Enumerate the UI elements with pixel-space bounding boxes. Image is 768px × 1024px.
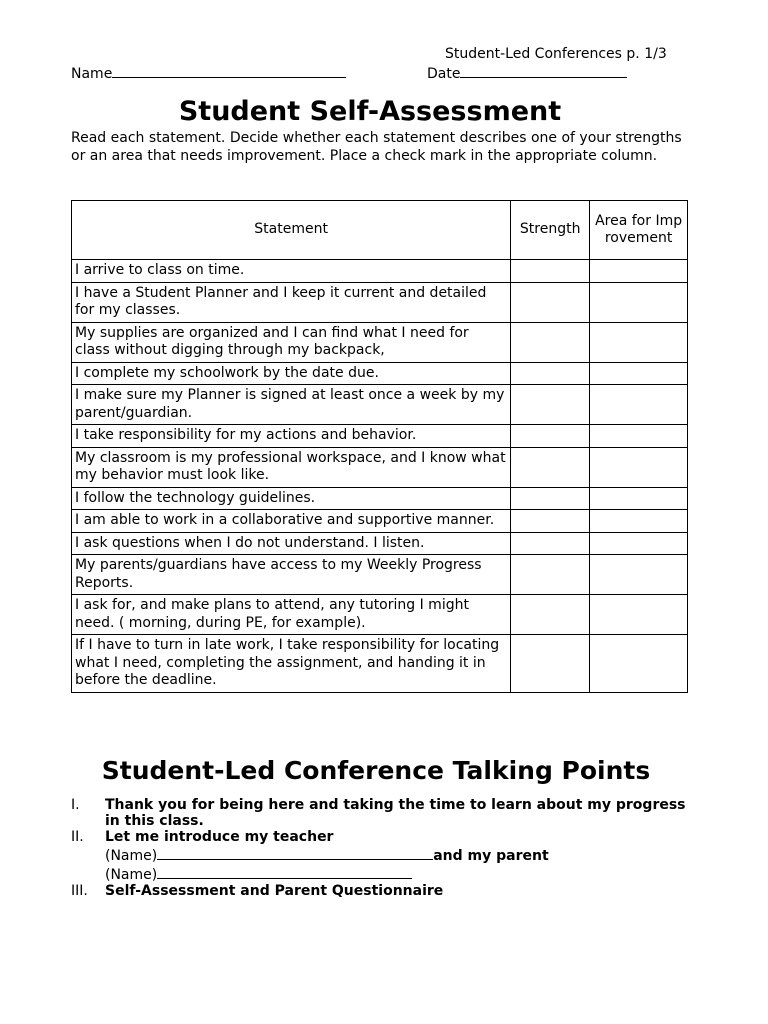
- strength-check-cell[interactable]: [511, 260, 590, 283]
- statement-cell: My parents/guardians have access to my Weekly Progress Reports.: [72, 555, 511, 595]
- talking-point-text: Let me introduce my teacher: [105, 829, 334, 845]
- name-blank-line[interactable]: [112, 63, 346, 78]
- table-row: [72, 595, 688, 635]
- improvement-check-cell[interactable]: [590, 595, 688, 635]
- talking-points-title: Student-Led Conference Talking Points: [101, 756, 651, 785]
- statement-cell: My supplies are organized and I can find what I need for class without digging through my backpack,: [72, 322, 511, 362]
- improvement-check-cell[interactable]: [590, 362, 688, 385]
- improvement-check-cell[interactable]: [590, 635, 688, 693]
- improvement-check-cell[interactable]: [590, 425, 688, 448]
- strength-check-cell[interactable]: [511, 362, 590, 385]
- parent-name-blank[interactable]: [157, 864, 412, 879]
- self-assessment-table: [71, 200, 688, 693]
- improvement-check-cell[interactable]: [590, 487, 688, 510]
- teacher-name-label: (Name): [105, 848, 158, 864]
- improvement-check-cell[interactable]: [590, 555, 688, 595]
- table-row: [72, 282, 688, 322]
- statement-cell: If I have to turn in late work, I take responsibility for locating what I need, completing the assignment, and handing it in before the deadline.: [72, 635, 511, 693]
- statement-cell: I arrive to class on time.: [72, 260, 511, 283]
- talking-point-numeral: II.: [71, 829, 84, 845]
- talking-point-2: [71, 829, 691, 883]
- strength-check-cell[interactable]: [511, 447, 590, 487]
- improvement-check-cell[interactable]: [590, 532, 688, 555]
- page-title: Student Self-Assessment: [178, 96, 562, 127]
- table-row: [72, 362, 688, 385]
- statement-cell: I take responsibility for my actions and behavior.: [72, 425, 511, 448]
- date-field[interactable]: [427, 63, 627, 82]
- table-header-row: [72, 201, 688, 260]
- improvement-check-cell[interactable]: [590, 260, 688, 283]
- table-row: [72, 447, 688, 487]
- page-reference: Student-Led Conferences p. 1/3: [445, 46, 667, 62]
- strength-check-cell[interactable]: [511, 425, 590, 448]
- statement-cell: I complete my schoolwork by the date due.: [72, 362, 511, 385]
- table-row: [72, 532, 688, 555]
- date-label: Date: [427, 66, 461, 82]
- improvement-check-cell[interactable]: [590, 510, 688, 533]
- strength-check-cell[interactable]: [511, 532, 590, 555]
- table-row: [72, 260, 688, 283]
- talking-points-list: [71, 797, 691, 899]
- header-strength: Strength: [511, 201, 590, 260]
- statement-cell: I have a Student Planner and I keep it current and detailed for my classes.: [72, 282, 511, 322]
- strength-check-cell[interactable]: [511, 322, 590, 362]
- improvement-check-cell[interactable]: [590, 322, 688, 362]
- talking-point-1: [71, 797, 691, 829]
- statement-cell: I make sure my Planner is signed at least once a week by my parent/guardian.: [72, 385, 511, 425]
- parent-name-label: (Name): [105, 867, 158, 883]
- talking-point-3: [71, 883, 691, 899]
- date-blank-line[interactable]: [460, 63, 627, 78]
- improvement-check-cell[interactable]: [590, 447, 688, 487]
- table-row: [72, 555, 688, 595]
- strength-check-cell[interactable]: [511, 487, 590, 510]
- name-label: Name: [71, 66, 113, 82]
- table-row: [72, 322, 688, 362]
- table-row: [72, 635, 688, 693]
- talking-point-text: Thank you for being here and taking the time to learn about my progress in this class.: [105, 797, 686, 829]
- and-my-parent-text: and my parent: [433, 848, 549, 864]
- teacher-name-blank[interactable]: [157, 845, 433, 860]
- strength-check-cell[interactable]: [511, 385, 590, 425]
- statement-cell: My classroom is my professional workspace, and I know what my behavior must look like.: [72, 447, 511, 487]
- statement-cell: I ask for, and make plans to attend, any tutoring I might need. ( morning, during PE, for example).: [72, 595, 511, 635]
- talking-point-numeral: III.: [71, 883, 88, 899]
- instructions-text: Read each statement. Decide whether each statement describes one of your strengths or an area that needs improvement. Place a check mark in the appropriate column.: [71, 130, 682, 164]
- improvement-check-cell[interactable]: [590, 385, 688, 425]
- strength-check-cell[interactable]: [511, 555, 590, 595]
- talking-point-text: Self-Assessment and Parent Questionnaire: [105, 883, 444, 899]
- name-field[interactable]: [71, 63, 346, 82]
- talking-point-numeral: I.: [71, 797, 80, 813]
- table-row: [72, 425, 688, 448]
- strength-check-cell[interactable]: [511, 635, 590, 693]
- header-statement: Statement: [72, 201, 511, 260]
- improvement-check-cell[interactable]: [590, 282, 688, 322]
- statement-cell: I follow the technology guidelines.: [72, 487, 511, 510]
- table-row: [72, 510, 688, 533]
- statement-cell: I am able to work in a collaborative and supportive manner.: [72, 510, 511, 533]
- header-area-for-improvement: Area for Improvement: [590, 201, 688, 260]
- strength-check-cell[interactable]: [511, 510, 590, 533]
- table-row: [72, 385, 688, 425]
- strength-check-cell[interactable]: [511, 595, 590, 635]
- strength-check-cell[interactable]: [511, 282, 590, 322]
- statement-cell: I ask questions when I do not understand. I listen.: [72, 532, 511, 555]
- table-row: [72, 487, 688, 510]
